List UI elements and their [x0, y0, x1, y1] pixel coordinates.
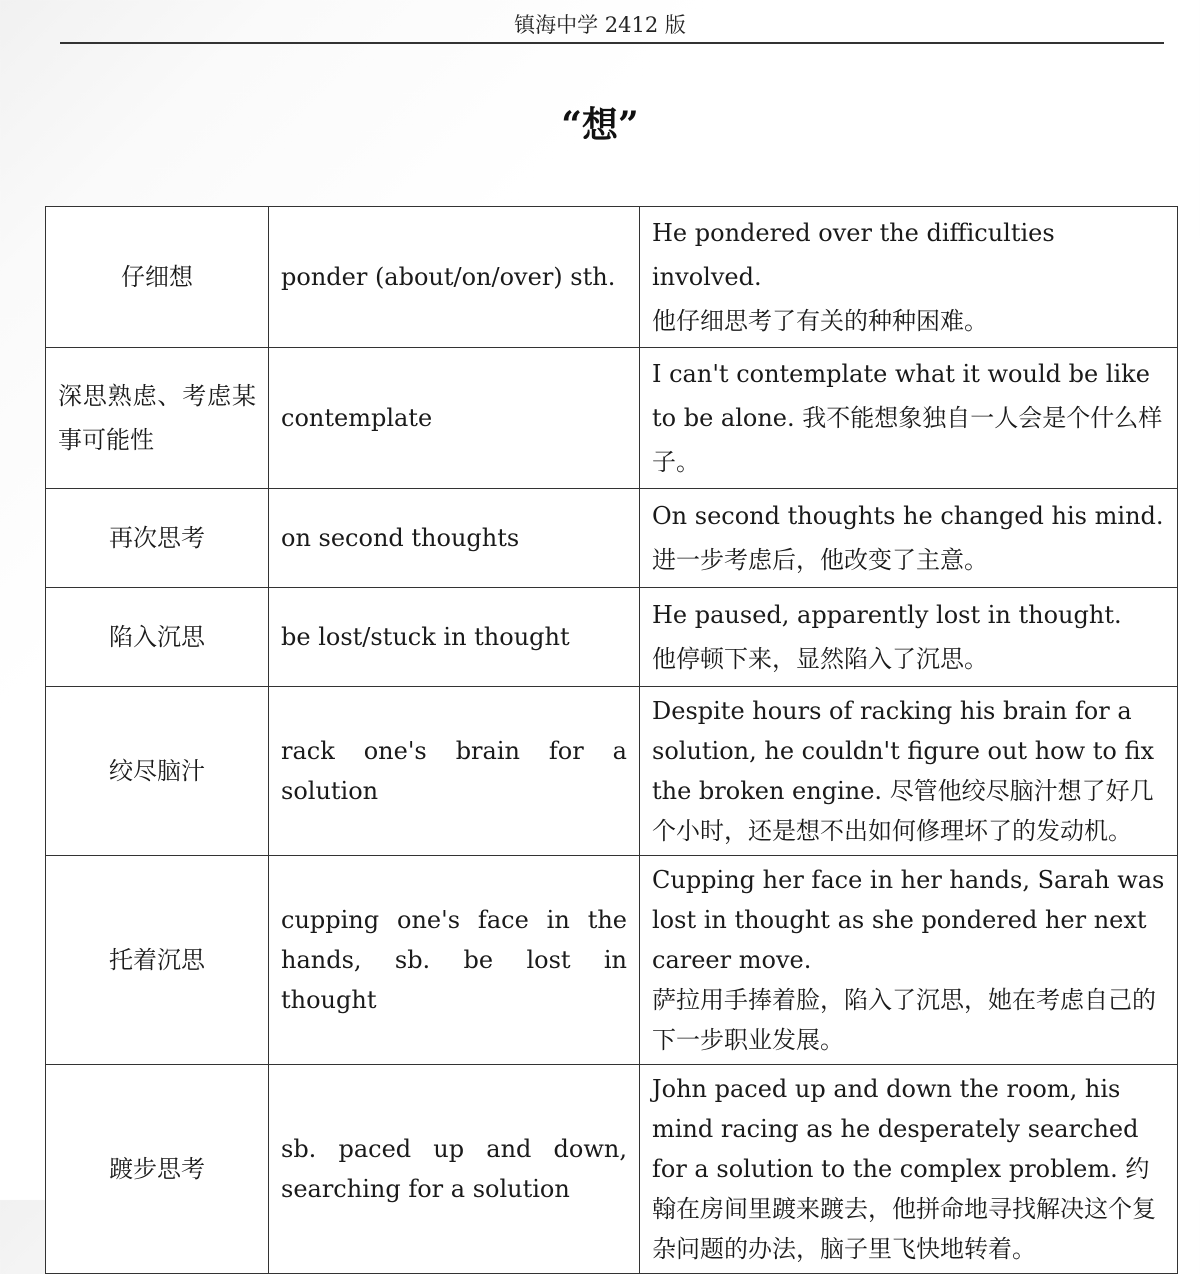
- header-rule: [60, 42, 1164, 44]
- example-cell: [640, 687, 1178, 856]
- table-row: [46, 348, 1178, 489]
- example-chinese: 我不能想象独自一人会是个什么样子。: [652, 404, 1163, 476]
- example-english: I can't contemplate what it would be like to be alone.: [652, 360, 1150, 432]
- meaning-cell: 深思熟虑、考虑某事可能性: [46, 348, 269, 489]
- meaning-cell: 再次思考: [46, 489, 269, 588]
- meaning-cell: 绞尽脑汁: [46, 687, 269, 856]
- meaning-cell: 托着沉思: [46, 856, 269, 1065]
- example-english: He pondered over the difficulties involved.: [652, 219, 1055, 291]
- example-english: On second thoughts he changed his mind.: [652, 502, 1164, 530]
- example-chinese: 约翰在房间里踱来踱去，他拼命地寻找解决这个复杂问题的办法，脑子里飞快地转着。: [652, 1155, 1156, 1263]
- example-chinese: 尽管他绞尽脑汁想了好几个小时，还是想不出如何修理坏了的发动机。: [652, 777, 1154, 845]
- table-row: [46, 588, 1178, 687]
- table-row: [46, 207, 1178, 348]
- phrase-cell: contemplate: [269, 348, 640, 489]
- example-english: Despite hours of racking his brain for a solution, he couldn't figure out how to fix the broken engine.: [652, 697, 1155, 805]
- table-row: [46, 856, 1178, 1065]
- example-cell: [640, 588, 1178, 687]
- table-row: [46, 1065, 1178, 1274]
- meaning-cell: 仔细想: [46, 207, 269, 348]
- phrase-cell: sb. paced up and down, searching for a solution: [269, 1065, 640, 1274]
- phrase-cell: ponder (about/on/over) sth.: [269, 207, 640, 348]
- vocabulary-table: [45, 206, 1178, 1274]
- document-header: 镇海中学 2412 版: [514, 13, 686, 37]
- phrase-cell: on second thoughts: [269, 489, 640, 588]
- example-cell: [640, 856, 1178, 1065]
- example-chinese: 萨拉用手捧着脸，陷入了沉思，她在考虑自己的下一步职业发展。: [652, 986, 1156, 1054]
- example-cell: [640, 1065, 1178, 1274]
- example-chinese: 他仔细思考了有关的种种困难。: [652, 307, 988, 335]
- meaning-cell: 陷入沉思: [46, 588, 269, 687]
- phrase-cell: rack one's brain for a solution: [269, 687, 640, 856]
- table-row: [46, 687, 1178, 856]
- example-english: He paused, apparently lost in thought.: [652, 601, 1122, 629]
- example-english: Cupping her face in her hands, Sarah was lost in thought as she pondered her next career move.: [652, 866, 1165, 974]
- phrase-cell: be lost/stuck in thought: [269, 588, 640, 687]
- example-cell: [640, 348, 1178, 489]
- page-title: “想”: [561, 104, 639, 146]
- table-row: [46, 489, 1178, 588]
- example-chinese: 他停顿下来，显然陷入了沉思。: [652, 645, 988, 673]
- example-cell: [640, 489, 1178, 588]
- example-chinese: 进一步考虑后，他改变了主意。: [652, 546, 988, 574]
- meaning-cell: 踱步思考: [46, 1065, 269, 1274]
- example-cell: [640, 207, 1178, 348]
- phrase-cell: cupping one's face in the hands, sb. be lost in thought: [269, 856, 640, 1065]
- example-english: John paced up and down the room, his mind racing as he desperately searched for a solution to the complex problem.: [652, 1075, 1139, 1183]
